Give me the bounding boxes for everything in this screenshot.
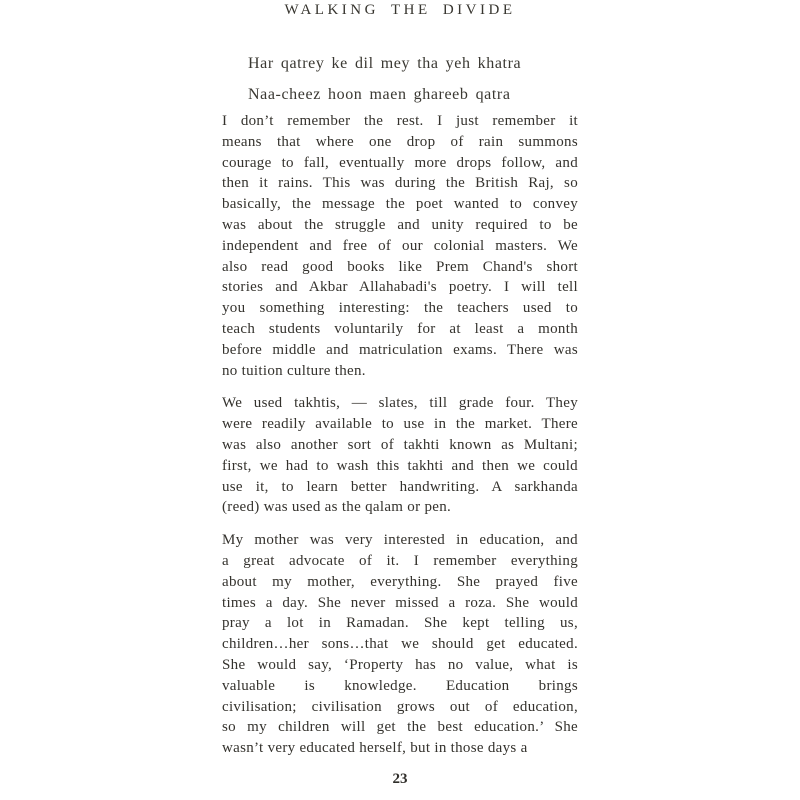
poem-line: Har qatrey ke dil mey tha yeh khatra (248, 55, 522, 72)
text-line: valuable is knowledge. Education brings (222, 677, 578, 694)
paragraph (222, 530, 578, 759)
text-line: first, we had to wash this takhti and then we could (222, 457, 578, 474)
text-line: We used takhtis, — slates, till grade four. They (222, 395, 578, 412)
text-line: civilisation; civilisation grows out of education, (222, 698, 578, 715)
text-line: you something interesting: the teachers used to (222, 300, 578, 317)
text-line: then it rains. This was during the British Raj, so (222, 175, 578, 192)
paragraph (222, 111, 578, 381)
text-line: (reed) was used as the qalam or pen. (222, 499, 452, 516)
running-header: WALKING THE DIVIDE (284, 2, 516, 18)
poem-line: Naa-cheez hoon maen ghareeb qatra (248, 86, 511, 103)
page-number: 23 (392, 771, 408, 787)
text-line: I don’t remember the rest. I just remember it (222, 113, 578, 129)
text-line: stories and Akbar Allahabadi's poetry. I will tell (222, 279, 578, 296)
body-text (222, 111, 578, 771)
text-line: times a day. She never missed a roza. She would (222, 594, 578, 611)
text-line: use it, to learn better handwriting. A sarkhanda (222, 478, 578, 495)
text-line: basically, the message the poet wanted to convey (222, 196, 578, 213)
text-line: a great advocate of it. I remember everything (222, 552, 578, 569)
text-line: no tuition culture then. (222, 362, 366, 379)
text-line: children…her sons…that we should get educated. (222, 636, 578, 653)
text-line: My mother was very interested in education, and (222, 532, 578, 549)
text-line: about my mother, everything. She prayed five (222, 573, 578, 590)
text-line: She would say, ‘Property has no value, what is (222, 656, 578, 673)
paragraph (222, 393, 578, 518)
text-line: before middle and matriculation exams. There was (222, 341, 578, 358)
text-line: so my children will get the best education.’ She (222, 719, 578, 736)
text-line: was about the struggle and unity required to be (222, 216, 578, 233)
text-line: was also another sort of takhti known as Multani; (222, 436, 578, 453)
text-line: also read good books like Prem Chand's short (222, 258, 578, 275)
text-line: wasn’t very educated herself, but in those days a (222, 740, 528, 757)
poem-block (248, 54, 521, 116)
text-line: independent and free of our colonial masters. We (222, 237, 578, 254)
text-line: means that where one drop of rain summons (222, 133, 578, 150)
text-line: were readily available to use in the market. There (222, 416, 578, 433)
text-line: teach students voluntarily for at least a month (222, 320, 578, 337)
text-line: courage to fall, eventually more drops follow, and (222, 154, 578, 171)
text-line: pray a lot in Ramadan. She kept telling us, (222, 615, 578, 632)
